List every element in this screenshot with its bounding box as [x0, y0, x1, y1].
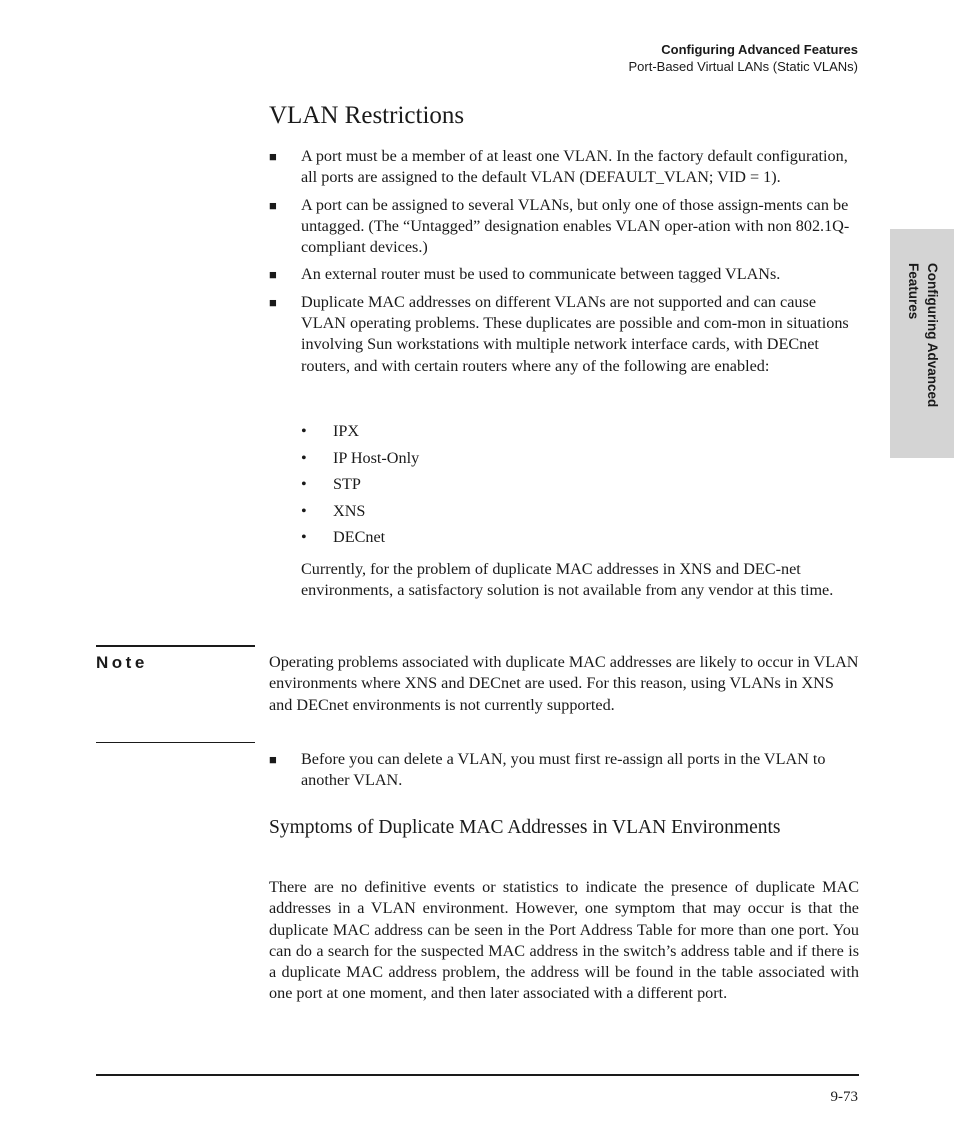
protocol-name: IP Host-Only: [333, 449, 420, 467]
restriction-text: A port can be assigned to several VLANs, but only one of those assign-ments can be untagged. (The “Untagged” designation enables VLAN oper-ation with non 802.1Q-compliant devices.): [301, 195, 850, 257]
restriction-text: Before you can delete a VLAN, you must first re-assign all ports in the VLAN to another VLAN.: [301, 750, 826, 790]
restriction-item: [269, 264, 859, 285]
chapter-side-tab: [890, 229, 954, 458]
square-bullet-icon: ■: [269, 294, 277, 310]
restriction-item: [269, 292, 859, 377]
protocol-name: IPX: [333, 422, 360, 440]
restriction-text: An external router must be used to communicate between tagged VLANs.: [301, 265, 781, 284]
square-bullet-icon: ■: [269, 149, 277, 164]
round-bullet-icon: •: [301, 449, 307, 467]
running-header-chapter: Configuring Advanced Features: [661, 42, 858, 57]
symptoms-paragraph: There are no definitive events or statistics to indicate the presence of duplicate MAC addresses in a VLAN environment. However, one symptom that may occur is that the duplicate MAC address can be seen in the Port Address Table for more than one port. You can do a search for the suspected MAC address in the switch’s address table and if there is a duplicate MAC address problem, the address will be found in the table associated with one port at one moment, and then later associated with a different port.: [269, 878, 859, 1003]
note-label: Note: [96, 653, 148, 672]
round-bullet-icon: •: [301, 422, 307, 440]
protocol-name: DECnet: [333, 528, 386, 546]
square-bullet-icon: ■: [269, 197, 277, 213]
subsection-heading: Symptoms of Duplicate MAC Addresses in VLAN Environments: [269, 817, 781, 838]
post-note-list: [269, 749, 859, 792]
restriction-list: [269, 146, 859, 377]
restriction-text: A port must be a member of at least one VLAN. In the factory default configuration, all ports are assigned to the default VLAN (DEFAULT_VLAN; VID = 1).: [301, 147, 848, 187]
side-tab-label: Configuring Advanced Features: [906, 263, 940, 408]
page-number: 9-73: [830, 1089, 858, 1105]
restriction-item: [269, 749, 859, 792]
protocol-name: XNS: [333, 502, 366, 520]
round-bullet-icon: •: [301, 502, 307, 520]
running-header-section: Port-Based Virtual LANs (Static VLANs): [628, 59, 858, 74]
note-top-rule: [96, 645, 255, 647]
round-bullet-icon: •: [301, 528, 307, 546]
round-bullet-icon: •: [301, 475, 307, 493]
square-bullet-icon: ■: [269, 267, 277, 283]
note-text: Operating problems associated with duplicate MAC addresses are likely to occur in VLAN environments where XNS and DECnet are used. For this reason, using VLANs in XNS and DECnet environments is not currently supported.: [269, 653, 859, 714]
restriction-text: Duplicate MAC addresses on different VLANs are not supported and can cause VLAN operating problems. These duplicates are possible and com-mon in situations involving Sun workstations with multiple network interface cards, with DECnet routers, and with certain routers where any of the following are enabled:: [301, 292, 849, 375]
restriction-item: [269, 146, 859, 189]
protocol-name: STP: [333, 475, 361, 493]
footer-rule: [96, 1074, 859, 1076]
duplicate-mac-followup: Currently, for the problem of duplicate MAC addresses in XNS and DEC-net environments, a satisfactory solution is not available from any vendor at this time.: [301, 560, 834, 600]
restriction-item: [269, 195, 859, 259]
square-bullet-icon: ■: [269, 752, 277, 767]
note-bottom-rule: [96, 742, 255, 743]
section-heading: VLAN Restrictions: [269, 102, 465, 129]
